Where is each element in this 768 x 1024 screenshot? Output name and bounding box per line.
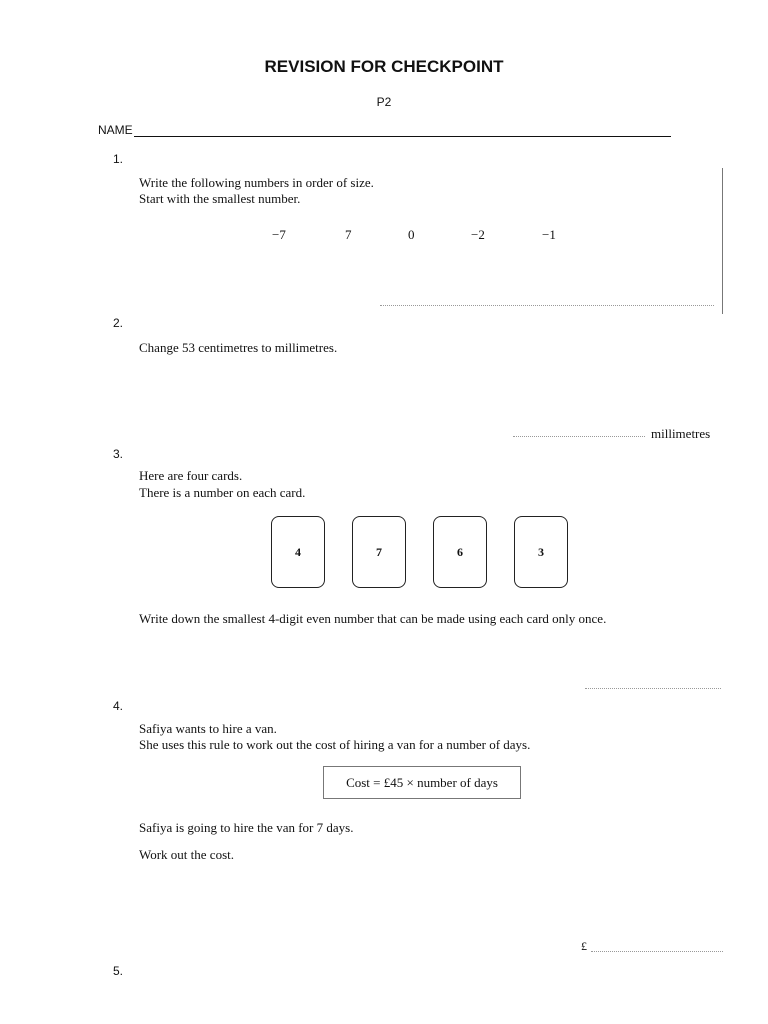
- question-4-text-line-3: Safiya is going to hire the van for 7 days.: [139, 820, 354, 835]
- page-title: REVISION FOR CHECKPOINT: [264, 57, 504, 76]
- question-3-text-line-2: There is a number on each card.: [139, 485, 306, 500]
- question-1-text-line-1: Write the following numbers in order of size.: [139, 175, 374, 190]
- number-item: −1: [542, 227, 556, 242]
- question-3-number: 3.: [113, 447, 124, 461]
- number-item: 7: [345, 227, 352, 242]
- currency-symbol: £: [581, 939, 587, 953]
- question-4-text-line-1: Safiya wants to hire a van.: [139, 721, 277, 736]
- question-3-text-line-1: Here are four cards.: [139, 468, 243, 483]
- question-3-answer-line[interactable]: [585, 688, 721, 689]
- question-5-number: 5.: [113, 964, 124, 978]
- question-2-answer-line[interactable]: [513, 436, 645, 437]
- question-4-number: 4.: [113, 699, 124, 713]
- question-4-text-line-2: She uses this rule to work out the cost of hiring a van for a number of days.: [139, 737, 531, 752]
- question-3-text-line-3: Write down the smallest 4-digit even number that can be made using each card only once.: [139, 611, 607, 626]
- question-2-unit-label: millimetres: [651, 426, 711, 441]
- question-2-text: Change 53 centimetres to millimetres.: [139, 340, 338, 355]
- number-item: −2: [471, 227, 485, 242]
- question-1-number: 1.: [113, 152, 124, 166]
- number-card: 4: [271, 516, 325, 588]
- question-1-answer-line[interactable]: [380, 305, 714, 306]
- margin-line: [722, 168, 723, 314]
- number-card: 7: [352, 516, 406, 588]
- page-subtitle: P2: [376, 95, 392, 109]
- number-item: −7: [272, 227, 286, 242]
- cost-formula-box: Cost = £45 × number of days: [323, 766, 521, 799]
- name-answer-line[interactable]: [134, 124, 671, 137]
- name-row: [98, 123, 671, 137]
- number-card: 3: [514, 516, 568, 588]
- number-list: [0, 227, 768, 247]
- question-4-answer-line[interactable]: [591, 951, 723, 952]
- number-item: 0: [408, 227, 415, 242]
- question-4-text-line-4: Work out the cost.: [139, 847, 234, 862]
- number-card: 6: [433, 516, 487, 588]
- question-1-text-line-2: Start with the smallest number.: [139, 191, 301, 206]
- question-2-number: 2.: [113, 316, 124, 330]
- name-label: NAME: [98, 123, 133, 137]
